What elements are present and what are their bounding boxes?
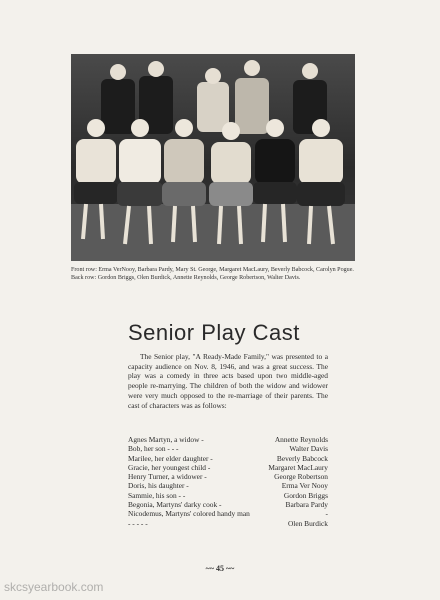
- cast-role: Agnes Martyn, a widow -: [128, 435, 204, 444]
- cast-row: [128, 519, 328, 528]
- cast-actor: Barbara Pardy: [285, 500, 328, 510]
- cast-actor: Olen Burdick: [287, 518, 328, 528]
- cast-row: [128, 435, 328, 444]
- caption-front-row: Front row: Erma VerNooy, Barbara Pardy, Mary St. George, Margaret MacLaury, Beverly Babcock, Carolyn Pogue.: [71, 267, 354, 273]
- cast-role: Nicodemus, Martyns' colored handy man: [128, 509, 250, 519]
- cast-role: Bob, her son - - -: [128, 444, 179, 454]
- cast-row: [128, 509, 328, 518]
- cast-role: - - - - -: [128, 518, 148, 528]
- cast-group-photo: [71, 54, 355, 261]
- play-description: [128, 352, 328, 410]
- page-number: ~~ 45 ~~: [205, 564, 235, 573]
- group-photo-illustration: [71, 54, 355, 261]
- cast-role: Gracie, her youngest child -: [128, 462, 211, 472]
- cast-role: Doris, his daughter -: [128, 481, 189, 491]
- cast-row: [128, 454, 328, 463]
- cast-row: [128, 481, 328, 490]
- cast-actor: Beverly Babcock: [276, 453, 328, 463]
- cast-role: Henry Turner, a widower -: [128, 472, 207, 482]
- description-paragraph: The Senior play, "A Ready-Made Family," was presented to a capacity audience on Nov. 8, 1946, and was a great success. The play was a comedy in three acts based upon two middle-aged people re-marrying. The children of both the widow and widower were very much opposed to the re-marriage of their parents. The cast of characters was as follows:: [128, 352, 328, 410]
- cast-row: [128, 463, 328, 472]
- cast-role: Marilee, her elder daughter -: [128, 453, 213, 463]
- cast-row: [128, 500, 328, 509]
- cast-actor: Walter Davis: [289, 444, 328, 454]
- site-watermark: skcsyearbook.com: [4, 580, 104, 594]
- page-title: Senior Play Cast: [128, 320, 300, 345]
- cast-role: Begonia, Martyns' darky cook -: [128, 500, 222, 510]
- cast-actor: -: [325, 509, 328, 519]
- cast-row: [128, 491, 328, 500]
- cast-row: [128, 444, 328, 453]
- cast-row: [128, 472, 328, 481]
- cast-role: Sammie, his son - -: [128, 490, 186, 500]
- cast-actor: Margaret MacLaury: [268, 462, 328, 472]
- photo-caption: [71, 266, 361, 282]
- cast-list: [128, 435, 328, 528]
- cast-actor: Gordon Briggs: [283, 490, 328, 500]
- cast-actor: George Robertson: [274, 472, 328, 482]
- caption-back-row: Back row: Gordon Briggs, Olen Burdick, Annette Reynolds, George Robertson, Walter Davis.: [71, 275, 301, 281]
- cast-actor: Annette Reynolds: [274, 435, 328, 444]
- cast-actor: Erma Ver Nooy: [281, 481, 328, 491]
